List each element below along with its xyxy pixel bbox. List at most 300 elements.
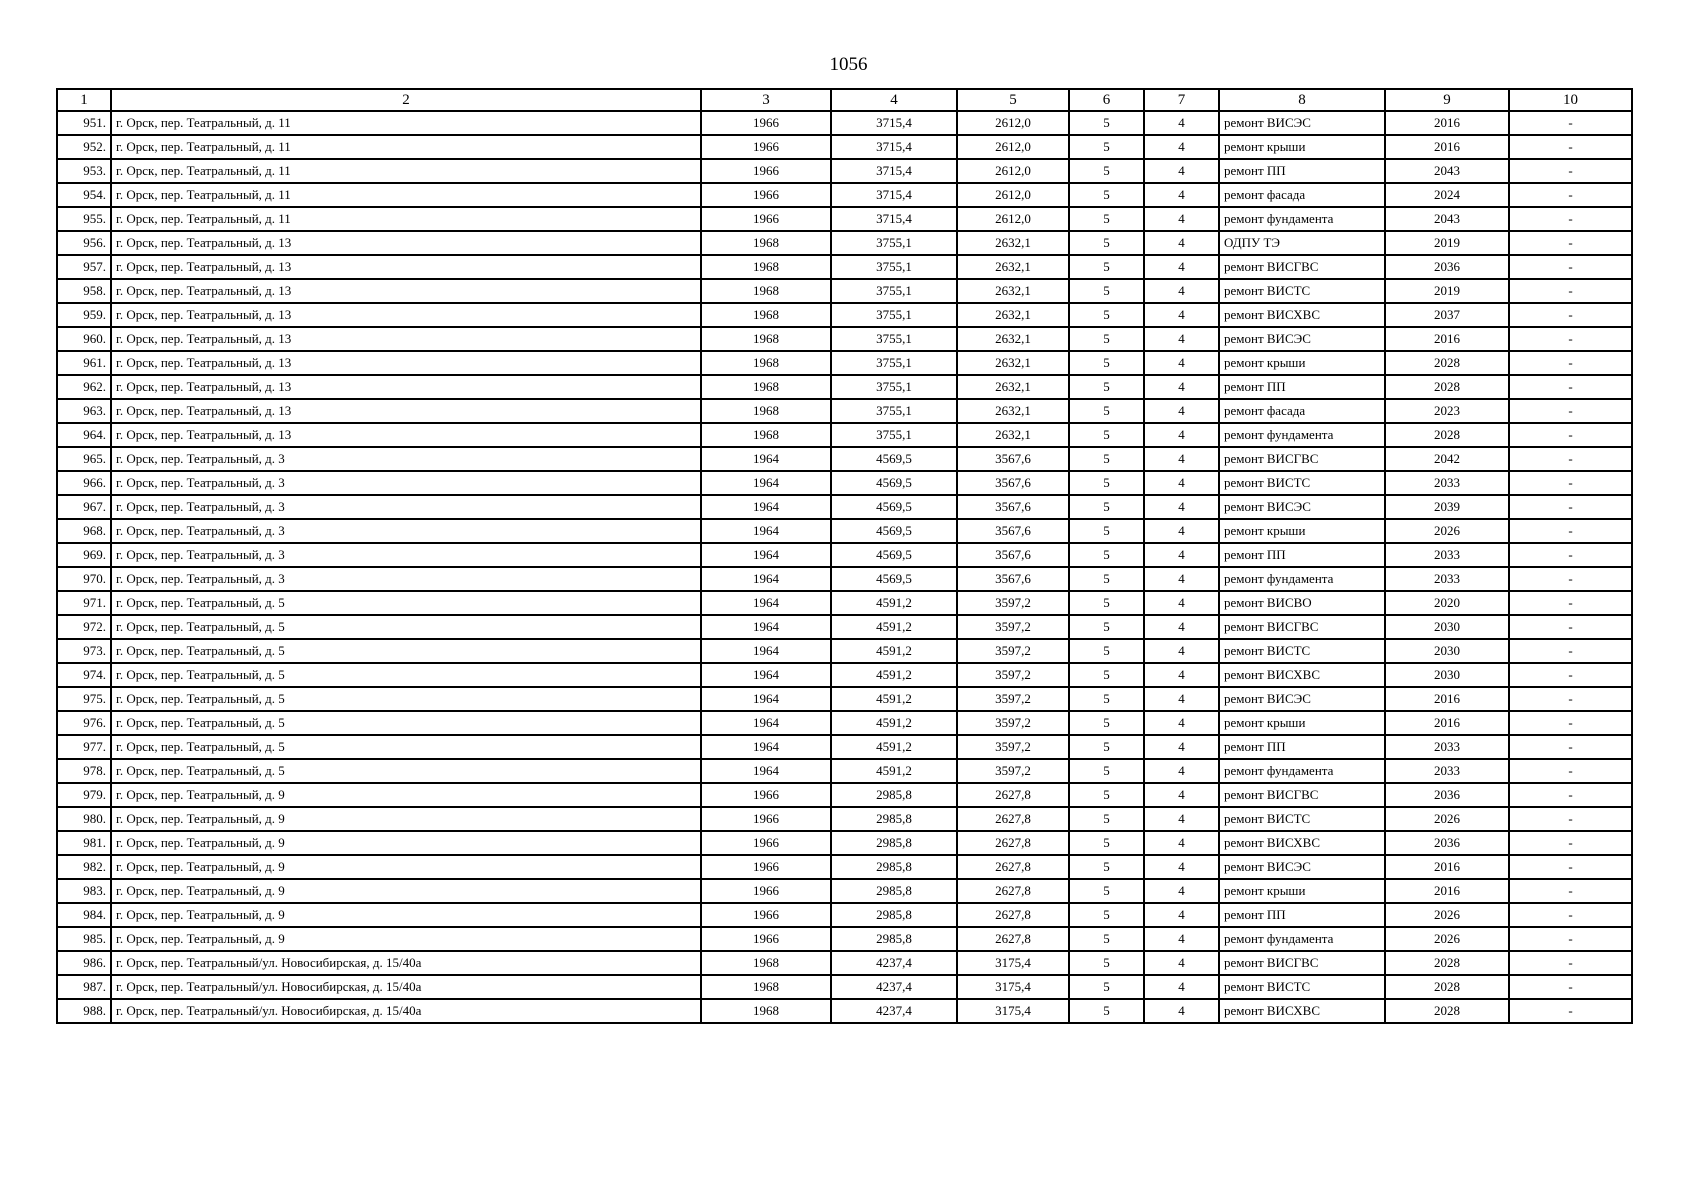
floors-cell: 5	[1069, 807, 1144, 831]
total-area-cell: 2985,8	[831, 831, 957, 855]
table-row	[57, 615, 1632, 639]
floors-cell: 5	[1069, 567, 1144, 591]
total-area-cell: 4569,5	[831, 543, 957, 567]
table-row	[57, 807, 1632, 831]
floors-cell: 5	[1069, 135, 1144, 159]
total-area-cell: 4569,5	[831, 495, 957, 519]
planned-year-cell: 2016	[1385, 711, 1509, 735]
note-cell: -	[1509, 207, 1632, 231]
address-cell: г. Орск, пер. Театральный, д. 5	[111, 591, 701, 615]
table-row	[57, 495, 1632, 519]
total-area-cell: 2985,8	[831, 783, 957, 807]
planned-year-cell: 2028	[1385, 351, 1509, 375]
note-cell: -	[1509, 543, 1632, 567]
floors-cell: 5	[1069, 903, 1144, 927]
planned-year-cell: 2016	[1385, 879, 1509, 903]
year-built-cell: 1966	[701, 111, 831, 135]
planned-year-cell: 2033	[1385, 567, 1509, 591]
floors-cell: 5	[1069, 351, 1144, 375]
entrances-cell: 4	[1144, 447, 1219, 471]
work-type-cell: ремонт ВИСТС	[1219, 975, 1385, 999]
table-row	[57, 231, 1632, 255]
living-area-cell: 3597,2	[957, 663, 1069, 687]
living-area-cell: 2612,0	[957, 183, 1069, 207]
living-area-cell: 2632,1	[957, 399, 1069, 423]
living-area-cell: 2612,0	[957, 207, 1069, 231]
entrances-cell: 4	[1144, 111, 1219, 135]
row-number-cell: 955.	[57, 207, 111, 231]
entrances-cell: 4	[1144, 927, 1219, 951]
table-row	[57, 375, 1632, 399]
address-cell: г. Орск, пер. Театральный, д. 3	[111, 543, 701, 567]
living-area-cell: 3597,2	[957, 591, 1069, 615]
floors-cell: 5	[1069, 519, 1144, 543]
total-area-cell: 3755,1	[831, 423, 957, 447]
note-cell: -	[1509, 783, 1632, 807]
floors-cell: 5	[1069, 879, 1144, 903]
total-area-cell: 4569,5	[831, 447, 957, 471]
floors-cell: 5	[1069, 639, 1144, 663]
entrances-cell: 4	[1144, 495, 1219, 519]
work-type-cell: ремонт ВИСХВС	[1219, 999, 1385, 1023]
living-area-cell: 3567,6	[957, 495, 1069, 519]
column-header-9: 9	[1385, 89, 1509, 111]
living-area-cell: 3175,4	[957, 999, 1069, 1023]
table-row	[57, 663, 1632, 687]
total-area-cell: 3755,1	[831, 279, 957, 303]
total-area-cell: 3715,4	[831, 111, 957, 135]
floors-cell: 5	[1069, 711, 1144, 735]
year-built-cell: 1964	[701, 639, 831, 663]
planned-year-cell: 2026	[1385, 903, 1509, 927]
address-cell: г. Орск, пер. Театральный, д. 13	[111, 303, 701, 327]
year-built-cell: 1964	[701, 687, 831, 711]
column-header-6: 6	[1069, 89, 1144, 111]
year-built-cell: 1964	[701, 711, 831, 735]
year-built-cell: 1966	[701, 831, 831, 855]
year-built-cell: 1964	[701, 663, 831, 687]
note-cell: -	[1509, 375, 1632, 399]
table-row	[57, 951, 1632, 975]
column-header-3: 3	[701, 89, 831, 111]
entrances-cell: 4	[1144, 975, 1219, 999]
total-area-cell: 4591,2	[831, 759, 957, 783]
entrances-cell: 4	[1144, 999, 1219, 1023]
row-number-cell: 969.	[57, 543, 111, 567]
year-built-cell: 1968	[701, 375, 831, 399]
entrances-cell: 4	[1144, 399, 1219, 423]
planned-year-cell: 2030	[1385, 639, 1509, 663]
row-number-cell: 984.	[57, 903, 111, 927]
note-cell: -	[1509, 903, 1632, 927]
floors-cell: 5	[1069, 231, 1144, 255]
note-cell: -	[1509, 615, 1632, 639]
total-area-cell: 4591,2	[831, 735, 957, 759]
floors-cell: 5	[1069, 399, 1144, 423]
planned-year-cell: 2023	[1385, 399, 1509, 423]
living-area-cell: 3597,2	[957, 687, 1069, 711]
row-number-cell: 966.	[57, 471, 111, 495]
note-cell: -	[1509, 231, 1632, 255]
planned-year-cell: 2016	[1385, 855, 1509, 879]
living-area-cell: 2612,0	[957, 135, 1069, 159]
row-number-cell: 961.	[57, 351, 111, 375]
row-number-cell: 970.	[57, 567, 111, 591]
address-cell: г. Орск, пер. Театральный, д. 5	[111, 639, 701, 663]
row-number-cell: 963.	[57, 399, 111, 423]
living-area-cell: 3597,2	[957, 759, 1069, 783]
row-number-cell: 964.	[57, 423, 111, 447]
table-row	[57, 831, 1632, 855]
work-type-cell: ремонт ВИСХВС	[1219, 831, 1385, 855]
planned-year-cell: 2016	[1385, 135, 1509, 159]
work-type-cell: ремонт крыши	[1219, 879, 1385, 903]
year-built-cell: 1964	[701, 495, 831, 519]
living-area-cell: 3567,6	[957, 519, 1069, 543]
address-cell: г. Орск, пер. Театральный, д. 13	[111, 399, 701, 423]
year-built-cell: 1966	[701, 183, 831, 207]
work-type-cell: ремонт фундамента	[1219, 423, 1385, 447]
row-number-cell: 973.	[57, 639, 111, 663]
table-row	[57, 903, 1632, 927]
total-area-cell: 2985,8	[831, 927, 957, 951]
row-number-cell: 967.	[57, 495, 111, 519]
table-row	[57, 279, 1632, 303]
total-area-cell: 3715,4	[831, 159, 957, 183]
row-number-cell: 953.	[57, 159, 111, 183]
floors-cell: 5	[1069, 471, 1144, 495]
table-row	[57, 855, 1632, 879]
year-built-cell: 1968	[701, 303, 831, 327]
total-area-cell: 4237,4	[831, 975, 957, 999]
row-number-cell: 986.	[57, 951, 111, 975]
entrances-cell: 4	[1144, 855, 1219, 879]
living-area-cell: 2632,1	[957, 255, 1069, 279]
address-cell: г. Орск, пер. Театральный, д. 3	[111, 471, 701, 495]
work-type-cell: ремонт ПП	[1219, 159, 1385, 183]
address-cell: г. Орск, пер. Театральный/ул. Новосибирская, д. 15/40а	[111, 951, 701, 975]
table-row	[57, 711, 1632, 735]
table-row	[57, 135, 1632, 159]
entrances-cell: 4	[1144, 831, 1219, 855]
year-built-cell: 1966	[701, 855, 831, 879]
year-built-cell: 1964	[701, 735, 831, 759]
work-type-cell: ремонт крыши	[1219, 135, 1385, 159]
table-row	[57, 111, 1632, 135]
table-row	[57, 567, 1632, 591]
planned-year-cell: 2016	[1385, 687, 1509, 711]
planned-year-cell: 2036	[1385, 831, 1509, 855]
row-number-cell: 978.	[57, 759, 111, 783]
living-area-cell: 3597,2	[957, 639, 1069, 663]
entrances-cell: 4	[1144, 591, 1219, 615]
total-area-cell: 4569,5	[831, 519, 957, 543]
floors-cell: 5	[1069, 831, 1144, 855]
floors-cell: 5	[1069, 279, 1144, 303]
table-row	[57, 735, 1632, 759]
floors-cell: 5	[1069, 183, 1144, 207]
floors-cell: 5	[1069, 327, 1144, 351]
year-built-cell: 1964	[701, 615, 831, 639]
planned-year-cell: 2026	[1385, 927, 1509, 951]
floors-cell: 5	[1069, 375, 1144, 399]
planned-year-cell: 2026	[1385, 519, 1509, 543]
work-type-cell: ремонт ПП	[1219, 375, 1385, 399]
table-body	[57, 111, 1632, 1023]
living-area-cell: 2612,0	[957, 111, 1069, 135]
planned-year-cell: 2016	[1385, 111, 1509, 135]
address-cell: г. Орск, пер. Театральный, д. 9	[111, 783, 701, 807]
row-number-cell: 954.	[57, 183, 111, 207]
address-cell: г. Орск, пер. Театральный, д. 3	[111, 519, 701, 543]
planned-year-cell: 2033	[1385, 543, 1509, 567]
note-cell: -	[1509, 591, 1632, 615]
row-number-cell: 988.	[57, 999, 111, 1023]
work-type-cell: ремонт ВИСТС	[1219, 279, 1385, 303]
planned-year-cell: 2019	[1385, 231, 1509, 255]
year-built-cell: 1966	[701, 207, 831, 231]
living-area-cell: 2632,1	[957, 279, 1069, 303]
total-area-cell: 3755,1	[831, 255, 957, 279]
table-row	[57, 159, 1632, 183]
entrances-cell: 4	[1144, 735, 1219, 759]
year-built-cell: 1968	[701, 351, 831, 375]
note-cell: -	[1509, 951, 1632, 975]
entrances-cell: 4	[1144, 159, 1219, 183]
living-area-cell: 2632,1	[957, 303, 1069, 327]
entrances-cell: 4	[1144, 423, 1219, 447]
entrances-cell: 4	[1144, 687, 1219, 711]
work-type-cell: ремонт ВИСХВС	[1219, 663, 1385, 687]
address-cell: г. Орск, пер. Театральный, д. 5	[111, 663, 701, 687]
row-number-cell: 971.	[57, 591, 111, 615]
living-area-cell: 2627,8	[957, 807, 1069, 831]
table-row	[57, 783, 1632, 807]
row-number-cell: 976.	[57, 711, 111, 735]
address-cell: г. Орск, пер. Театральный, д. 5	[111, 711, 701, 735]
row-number-cell: 956.	[57, 231, 111, 255]
table-row	[57, 447, 1632, 471]
row-number-cell: 977.	[57, 735, 111, 759]
entrances-cell: 4	[1144, 639, 1219, 663]
floors-cell: 5	[1069, 159, 1144, 183]
work-type-cell: ремонт крыши	[1219, 519, 1385, 543]
work-type-cell: ремонт ВИСГВС	[1219, 615, 1385, 639]
entrances-cell: 4	[1144, 783, 1219, 807]
floors-cell: 5	[1069, 759, 1144, 783]
note-cell: -	[1509, 831, 1632, 855]
planned-year-cell: 2019	[1385, 279, 1509, 303]
note-cell: -	[1509, 159, 1632, 183]
address-cell: г. Орск, пер. Театральный, д. 9	[111, 903, 701, 927]
total-area-cell: 4569,5	[831, 567, 957, 591]
living-area-cell: 2627,8	[957, 903, 1069, 927]
total-area-cell: 4591,2	[831, 639, 957, 663]
address-cell: г. Орск, пер. Театральный, д. 5	[111, 687, 701, 711]
row-number-cell: 951.	[57, 111, 111, 135]
floors-cell: 5	[1069, 951, 1144, 975]
floors-cell: 5	[1069, 615, 1144, 639]
year-built-cell: 1968	[701, 399, 831, 423]
living-area-cell: 3597,2	[957, 735, 1069, 759]
floors-cell: 5	[1069, 999, 1144, 1023]
row-number-cell: 958.	[57, 279, 111, 303]
work-type-cell: ремонт ВИСГВС	[1219, 255, 1385, 279]
note-cell: -	[1509, 735, 1632, 759]
year-built-cell: 1966	[701, 879, 831, 903]
address-cell: г. Орск, пер. Театральный, д. 9	[111, 831, 701, 855]
year-built-cell: 1966	[701, 135, 831, 159]
year-built-cell: 1964	[701, 759, 831, 783]
living-area-cell: 2632,1	[957, 375, 1069, 399]
living-area-cell: 3597,2	[957, 711, 1069, 735]
work-type-cell: ремонт фасада	[1219, 399, 1385, 423]
row-number-cell: 985.	[57, 927, 111, 951]
living-area-cell: 2627,8	[957, 783, 1069, 807]
note-cell: -	[1509, 807, 1632, 831]
total-area-cell: 2985,8	[831, 903, 957, 927]
work-type-cell: ремонт ВИСТС	[1219, 639, 1385, 663]
row-number-cell: 968.	[57, 519, 111, 543]
address-cell: г. Орск, пер. Театральный, д. 5	[111, 735, 701, 759]
floors-cell: 5	[1069, 207, 1144, 231]
entrances-cell: 4	[1144, 567, 1219, 591]
address-cell: г. Орск, пер. Театральный, д. 13	[111, 351, 701, 375]
living-area-cell: 3175,4	[957, 975, 1069, 999]
floors-cell: 5	[1069, 687, 1144, 711]
total-area-cell: 4591,2	[831, 591, 957, 615]
row-number-cell: 981.	[57, 831, 111, 855]
planned-year-cell: 2030	[1385, 615, 1509, 639]
work-type-cell: ремонт фундамента	[1219, 759, 1385, 783]
address-cell: г. Орск, пер. Театральный, д. 3	[111, 495, 701, 519]
note-cell: -	[1509, 687, 1632, 711]
address-cell: г. Орск, пер. Театральный, д. 11	[111, 135, 701, 159]
planned-year-cell: 2028	[1385, 951, 1509, 975]
address-cell: г. Орск, пер. Театральный, д. 9	[111, 927, 701, 951]
total-area-cell: 4591,2	[831, 711, 957, 735]
row-number-cell: 972.	[57, 615, 111, 639]
total-area-cell: 3755,1	[831, 303, 957, 327]
entrances-cell: 4	[1144, 543, 1219, 567]
address-cell: г. Орск, пер. Театральный, д. 9	[111, 855, 701, 879]
entrances-cell: 4	[1144, 327, 1219, 351]
note-cell: -	[1509, 711, 1632, 735]
planned-year-cell: 2042	[1385, 447, 1509, 471]
table-row	[57, 639, 1632, 663]
row-number-cell: 983.	[57, 879, 111, 903]
row-number-cell: 960.	[57, 327, 111, 351]
address-cell: г. Орск, пер. Театральный, д. 11	[111, 207, 701, 231]
floors-cell: 5	[1069, 663, 1144, 687]
table-row	[57, 519, 1632, 543]
floors-cell: 5	[1069, 855, 1144, 879]
address-cell: г. Орск, пер. Театральный, д. 5	[111, 759, 701, 783]
planned-year-cell: 2030	[1385, 663, 1509, 687]
year-built-cell: 1964	[701, 591, 831, 615]
column-header-10: 10	[1509, 89, 1632, 111]
column-header-2: 2	[111, 89, 701, 111]
floors-cell: 5	[1069, 591, 1144, 615]
column-header-4: 4	[831, 89, 957, 111]
note-cell: -	[1509, 135, 1632, 159]
address-cell: г. Орск, пер. Театральный, д. 13	[111, 327, 701, 351]
column-header-1: 1	[57, 89, 111, 111]
year-built-cell: 1968	[701, 279, 831, 303]
address-cell: г. Орск, пер. Театральный, д. 13	[111, 231, 701, 255]
planned-year-cell: 2020	[1385, 591, 1509, 615]
floors-cell: 5	[1069, 447, 1144, 471]
work-type-cell: ремонт фасада	[1219, 183, 1385, 207]
note-cell: -	[1509, 399, 1632, 423]
table-row	[57, 927, 1632, 951]
address-cell: г. Орск, пер. Театральный, д. 11	[111, 183, 701, 207]
address-cell: г. Орск, пер. Театральный, д. 5	[111, 615, 701, 639]
living-area-cell: 2627,8	[957, 831, 1069, 855]
year-built-cell: 1966	[701, 807, 831, 831]
planned-year-cell: 2016	[1385, 327, 1509, 351]
work-type-cell: ремонт ВИСГВС	[1219, 447, 1385, 471]
work-type-cell: ремонт ВИСЭС	[1219, 111, 1385, 135]
entrances-cell: 4	[1144, 351, 1219, 375]
living-area-cell: 3597,2	[957, 615, 1069, 639]
planned-year-cell: 2033	[1385, 471, 1509, 495]
work-type-cell: ремонт ПП	[1219, 543, 1385, 567]
total-area-cell: 2985,8	[831, 879, 957, 903]
planned-year-cell: 2039	[1385, 495, 1509, 519]
address-cell: г. Орск, пер. Театральный, д. 9	[111, 879, 701, 903]
registry-table	[56, 88, 1633, 1024]
note-cell: -	[1509, 975, 1632, 999]
note-cell: -	[1509, 351, 1632, 375]
planned-year-cell: 2026	[1385, 807, 1509, 831]
address-cell: г. Орск, пер. Театральный, д. 13	[111, 375, 701, 399]
work-type-cell: ремонт ВИСХВС	[1219, 303, 1385, 327]
entrances-cell: 4	[1144, 663, 1219, 687]
living-area-cell: 2632,1	[957, 351, 1069, 375]
living-area-cell: 2612,0	[957, 159, 1069, 183]
planned-year-cell: 2028	[1385, 375, 1509, 399]
living-area-cell: 3567,6	[957, 471, 1069, 495]
entrances-cell: 4	[1144, 471, 1219, 495]
total-area-cell: 4591,2	[831, 615, 957, 639]
address-cell: г. Орск, пер. Театральный/ул. Новосибирская, д. 15/40а	[111, 999, 701, 1023]
table-row	[57, 303, 1632, 327]
work-type-cell: ремонт крыши	[1219, 351, 1385, 375]
address-cell: г. Орск, пер. Театральный, д. 13	[111, 255, 701, 279]
note-cell: -	[1509, 447, 1632, 471]
header-row	[57, 89, 1632, 111]
table-row	[57, 759, 1632, 783]
note-cell: -	[1509, 999, 1632, 1023]
work-type-cell: ремонт ПП	[1219, 735, 1385, 759]
total-area-cell: 3755,1	[831, 351, 957, 375]
year-built-cell: 1968	[701, 423, 831, 447]
row-number-cell: 959.	[57, 303, 111, 327]
note-cell: -	[1509, 183, 1632, 207]
address-cell: г. Орск, пер. Театральный, д. 13	[111, 279, 701, 303]
work-type-cell: ремонт ВИСГВС	[1219, 783, 1385, 807]
work-type-cell: ремонт ВИСГВС	[1219, 951, 1385, 975]
year-built-cell: 1966	[701, 903, 831, 927]
year-built-cell: 1968	[701, 327, 831, 351]
table-row	[57, 327, 1632, 351]
floors-cell: 5	[1069, 303, 1144, 327]
floors-cell: 5	[1069, 975, 1144, 999]
work-type-cell: ремонт ВИСЭС	[1219, 495, 1385, 519]
entrances-cell: 4	[1144, 903, 1219, 927]
work-type-cell: ремонт фундамента	[1219, 927, 1385, 951]
